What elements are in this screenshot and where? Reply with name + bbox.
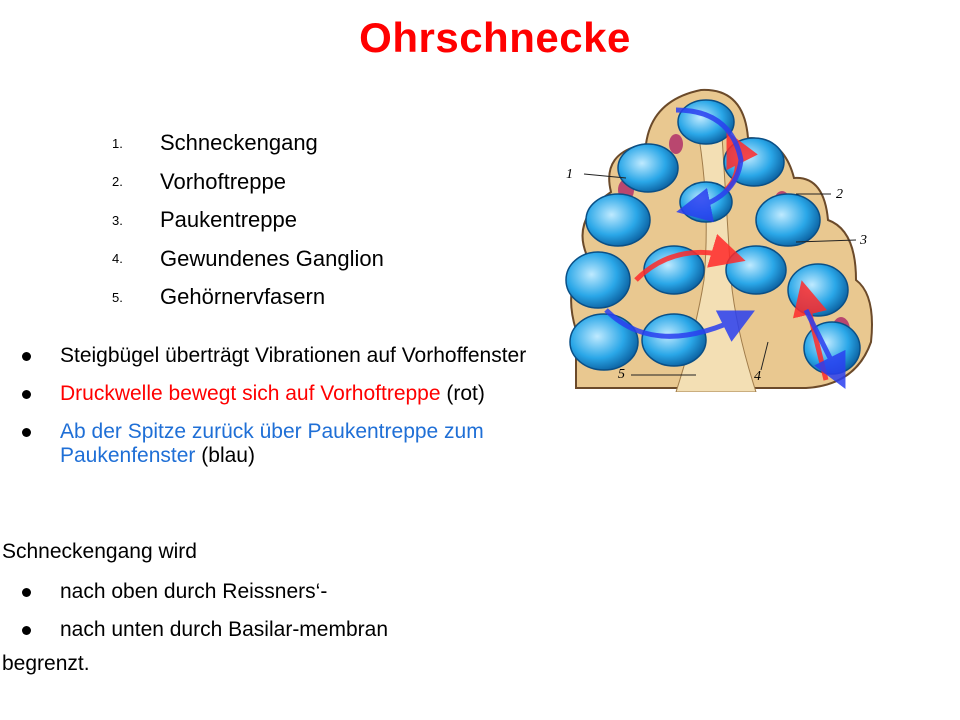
figure-label-3: 3 <box>860 233 867 248</box>
duct-outro: begrenzt. <box>2 652 90 675</box>
bullet-text-suffix: (rot) <box>440 382 485 405</box>
bullet-item <box>22 382 622 406</box>
bullet-item <box>22 344 622 368</box>
item-label: Gehörnervfasern <box>160 284 326 310</box>
bullet-dot <box>22 428 31 437</box>
item-number: 3. <box>112 212 123 228</box>
item-label: Gewundenes Ganglion <box>160 245 384 271</box>
bullet-dot <box>22 352 31 361</box>
bullet-dot <box>22 390 31 399</box>
duct-bullets <box>22 580 622 656</box>
item-number: 1. <box>112 135 123 151</box>
parts-item <box>112 124 384 163</box>
bullet-dot <box>22 626 31 635</box>
wave-bullets <box>22 344 622 482</box>
item-label: Schneckengang <box>160 130 318 156</box>
cochlea-figure <box>556 80 906 392</box>
item-label: Paukentreppe <box>160 207 297 233</box>
parts-item <box>112 240 384 279</box>
parts-item <box>112 163 384 202</box>
item-label: Vorhoftreppe <box>160 168 286 194</box>
duct-intro: Schneckengang wird <box>2 540 197 563</box>
figure-label-5: 5 <box>618 367 625 382</box>
parts-item <box>112 201 384 240</box>
slide-title: Ohrschnecke <box>359 14 631 61</box>
bullet-text: nach unten durch Basilar-membran <box>60 618 389 641</box>
bullet-text: Steigbügel überträgt Vibrationen auf Vorhoffenster <box>60 344 527 367</box>
figure-label-2: 2 <box>836 187 843 202</box>
item-number: 2. <box>112 174 123 190</box>
item-number: 4. <box>112 251 123 267</box>
bullet-text: nach oben durch Reissners‘- <box>60 580 328 603</box>
parts-item <box>112 278 384 317</box>
parts-list <box>112 124 384 317</box>
bullet-item <box>22 618 622 642</box>
figure-label-1: 1 <box>566 167 573 182</box>
bullet-text-blue: Ab der Spitze zurück über Paukentreppe zum Paukenfenster <box>60 420 484 467</box>
item-number: 5. <box>112 289 123 305</box>
bullet-item <box>22 580 622 604</box>
bullet-item <box>22 420 622 468</box>
bullet-dot <box>22 588 31 597</box>
figure-label-4: 4 <box>754 369 761 384</box>
bullet-text-red: Druckwelle bewegt sich auf Vorhoftreppe <box>60 382 441 405</box>
bullet-text-suffix: (blau) <box>195 444 255 467</box>
